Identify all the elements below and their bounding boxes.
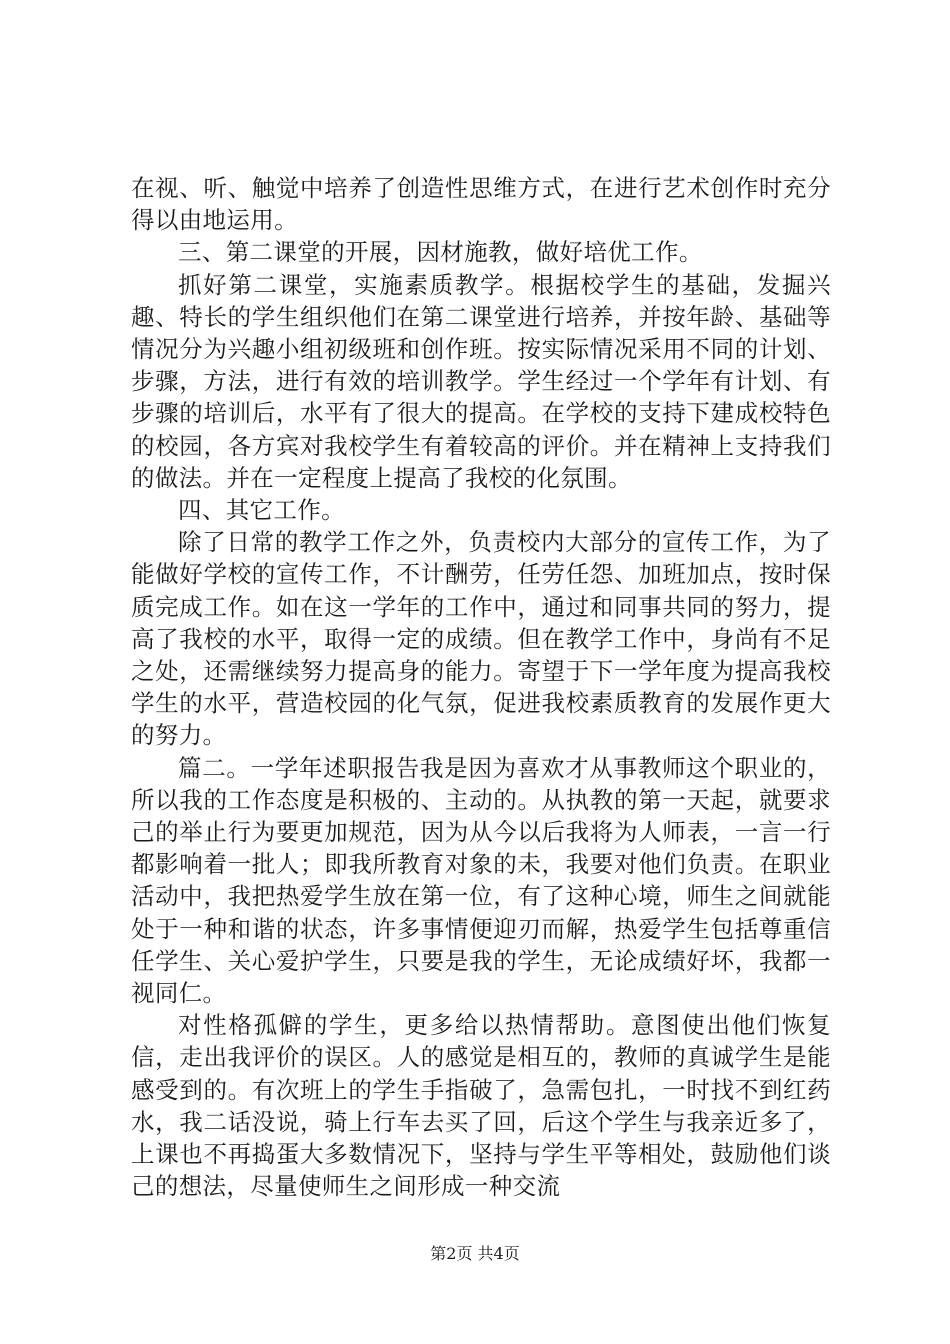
paragraph-2: 抓好第二课堂，实施素质教学。根据校学生的基础，发掘兴趣、特长的学生组织他们在第二课堂进行培养，并按年龄、基础等情况分为兴趣小组初级班和创作班。按实际情况采用不同的计划、步骤，方法，进行有效的培训教学。学生经过一个学年有计划、有步骤的培训后，水平有了很大的提高。在学校的支持下建成校特色的校园，各方宾对我校学生有着较高的评价。并在精神上支持我们的做法。并在一定程度上提高了我校的化氛围。 bbox=[131, 270, 831, 492]
paragraph-3: 除了日常的教学工作之外，负责校内大部分的宣传工作，为了能做好学校的宣传工作，不计酬劳，任劳任怨、加班加点，按时保质完成工作。如在这一学年的工作中，通过和同事共同的努力，提高了我校的水平，取得一定的成绩。但在教学工作中，身尚有不足之处，还需继续努力提高身的能力。寄望于下一学年度为提高我校学生的水平，营造校园的化气氛，促进我校素质教育的发展作更大的努力。 bbox=[131, 528, 831, 750]
paragraph-4: 篇二。一学年述职报告我是因为喜欢才从事教师这个职业的，所以我的工作态度是积极的、主动的。从执教的第一天起，就要求己的举止行为要更加规范，因为从今以后我将为人师表，一言一行都影响着一批人；即我所教育对象的未，我要对他们负责。在职业活动中，我把热爱学生放在第一位，有了这种心境，师生之间就能处于一种和谐的状态，许多事情便迎刃而解，热爱学生包括尊重信任学生、关心爱护学生，只要是我的学生，无论成绩好坏，我都一视同仁。 bbox=[131, 753, 831, 1008]
section-heading-4: 四、其它工作。 bbox=[178, 496, 345, 525]
section-heading-3: 三、第二课堂的开展，因材施教，做好培优工作。 bbox=[178, 238, 703, 267]
paragraph-1: 在视、听、触觉中培养了创造性思维方式，在进行艺术创作时充分得以由地运用。 bbox=[131, 174, 831, 235]
page-footer: 第2页 共4页 bbox=[430, 1244, 520, 1263]
document-body bbox=[131, 172, 831, 1203]
paragraph-5: 对性格孤僻的学生，更多给以热情帮助。意图使出他们恢复信，走出我评价的误区。人的感觉是相互的，教师的真诚学生是能感受到的。有次班上的学生手指破了，急需包扎，一时找不到红药水，我二话没说，骑上行车去买了回，后这个学生与我亲近多了，上课也不再捣蛋大多数情况下，坚持与学生平等相处，鼓励他们谈己的想法，尽量使师生之间形成一种交流 bbox=[131, 1011, 831, 1201]
